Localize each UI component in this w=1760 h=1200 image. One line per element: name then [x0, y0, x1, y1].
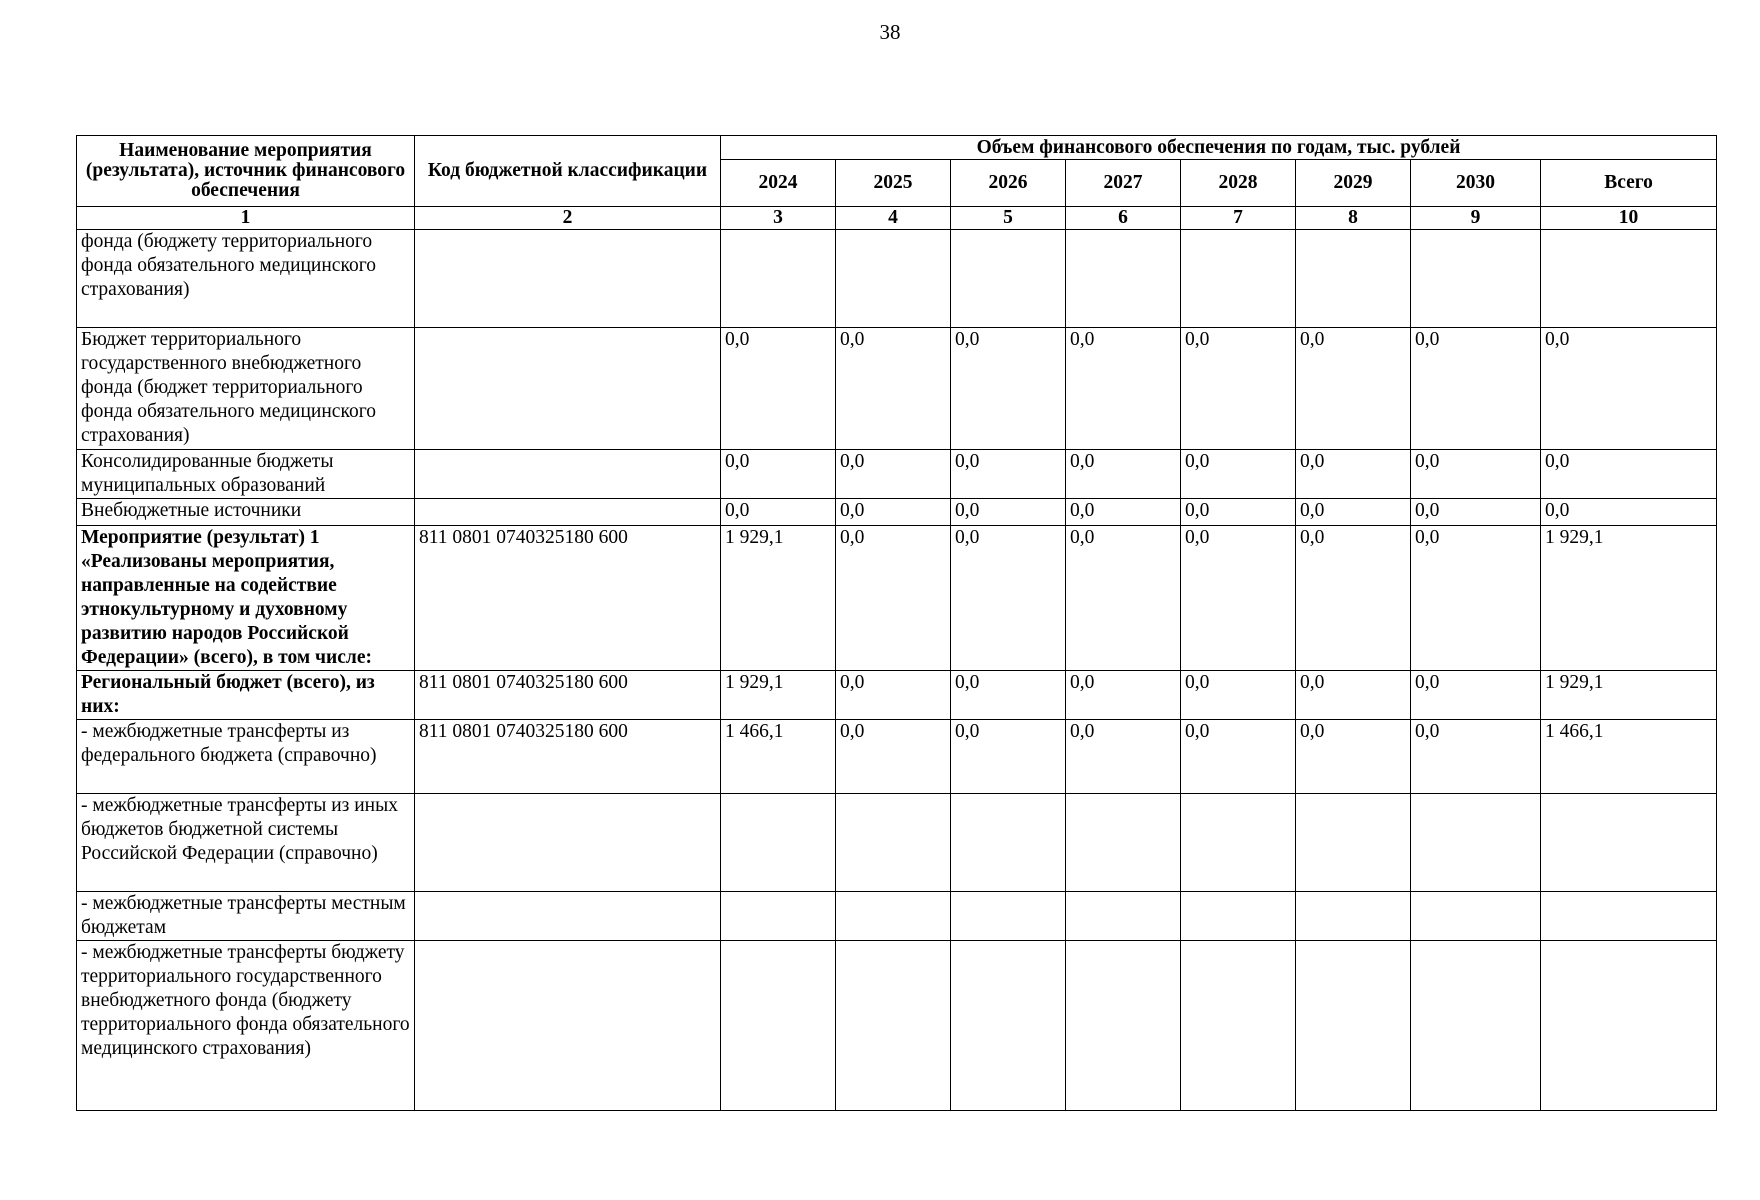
- row-value: 0,0: [951, 328, 1066, 450]
- row-value: 0,0: [1181, 671, 1296, 720]
- row-value: 0,0: [1296, 720, 1411, 794]
- row-value: 0,0: [721, 499, 836, 526]
- row-name: Консолидированные бюджеты муниципальных образований: [77, 450, 415, 499]
- row-value: [1066, 230, 1181, 328]
- row-total: 0,0: [1541, 450, 1717, 499]
- row-value: [1181, 892, 1296, 941]
- row-value: 0,0: [951, 526, 1066, 671]
- table-row: [77, 794, 1717, 892]
- row-value: 0,0: [1181, 328, 1296, 450]
- row-value: 1 929,1: [721, 526, 836, 671]
- row-value: [1181, 230, 1296, 328]
- row-value: [1296, 941, 1411, 1111]
- column-number-row: [77, 207, 1717, 230]
- header-year: 2030: [1411, 160, 1541, 207]
- row-value: 1 929,1: [721, 671, 836, 720]
- row-value: [1066, 941, 1181, 1111]
- page-number: 38: [879, 20, 901, 44]
- row-total: [1541, 892, 1717, 941]
- table-row: [77, 892, 1717, 941]
- row-value: 0,0: [1181, 526, 1296, 671]
- row-code: 811 0801 0740325180 600: [415, 671, 721, 720]
- row-value: [1411, 892, 1541, 941]
- row-value: 0,0: [951, 720, 1066, 794]
- header-year: 2028: [1181, 160, 1296, 207]
- row-value: 0,0: [836, 526, 951, 671]
- row-code: 811 0801 0740325180 600: [415, 720, 721, 794]
- row-value: [1296, 892, 1411, 941]
- header-year: 2029: [1296, 160, 1411, 207]
- table-row: [77, 671, 1717, 720]
- row-value: 0,0: [1296, 499, 1411, 526]
- row-value: [951, 941, 1066, 1111]
- row-name: Бюджет территориального государственного внебюджетного фонда (бюджет территориального фонда обязательного медицинского страхования): [77, 328, 415, 450]
- row-value: [1296, 230, 1411, 328]
- table-row: [77, 720, 1717, 794]
- row-value: 0,0: [836, 328, 951, 450]
- row-value: 0,0: [1181, 720, 1296, 794]
- column-number: 8: [1296, 207, 1411, 230]
- row-total: 1 929,1: [1541, 671, 1717, 720]
- row-value: [1181, 941, 1296, 1111]
- row-value: 0,0: [721, 328, 836, 450]
- table-row: [77, 526, 1717, 671]
- row-name: фонда (бюджету территориального фонда обязательного медицинского страхования): [77, 230, 415, 328]
- row-value: [951, 230, 1066, 328]
- row-value: 0,0: [1066, 499, 1181, 526]
- header-volume: Объем финансового обеспечения по годам, тыс. рублей: [721, 136, 1717, 160]
- row-value: 0,0: [1066, 671, 1181, 720]
- header-year: 2026: [951, 160, 1066, 207]
- row-value: 0,0: [721, 450, 836, 499]
- column-number: 2: [415, 207, 721, 230]
- row-total: [1541, 230, 1717, 328]
- row-value: 0,0: [1181, 499, 1296, 526]
- row-value: 1 466,1: [721, 720, 836, 794]
- row-value: [1411, 794, 1541, 892]
- row-total: [1541, 941, 1717, 1111]
- row-code: [415, 328, 721, 450]
- row-code: [415, 230, 721, 328]
- row-value: 0,0: [1296, 671, 1411, 720]
- row-total: 1 466,1: [1541, 720, 1717, 794]
- row-value: 0,0: [1296, 450, 1411, 499]
- row-value: [1181, 794, 1296, 892]
- row-value: [836, 794, 951, 892]
- row-name: Мероприятие (результат) 1 «Реализованы мероприятия, направленные на содействие этнокультурному и духовному развитию народов Российской Федерации» (всего), в том числе:: [77, 526, 415, 671]
- table-row: [77, 941, 1717, 1111]
- header-year: 2024: [721, 160, 836, 207]
- row-value: 0,0: [1411, 720, 1541, 794]
- row-code: 811 0801 0740325180 600: [415, 526, 721, 671]
- row-value: 0,0: [836, 450, 951, 499]
- row-value: 0,0: [836, 720, 951, 794]
- row-value: [836, 941, 951, 1111]
- row-value: [836, 230, 951, 328]
- row-value: 0,0: [836, 671, 951, 720]
- row-value: 0,0: [836, 499, 951, 526]
- row-value: 0,0: [1411, 499, 1541, 526]
- row-value: [1411, 230, 1541, 328]
- row-value: 0,0: [1066, 720, 1181, 794]
- row-code: [415, 892, 721, 941]
- table-row: [77, 230, 1717, 328]
- row-code: [415, 499, 721, 526]
- column-number: 5: [951, 207, 1066, 230]
- table-row: [77, 328, 1717, 450]
- column-number: 6: [1066, 207, 1181, 230]
- row-value: [1066, 892, 1181, 941]
- header-total: Всего: [1541, 160, 1717, 207]
- row-value: [951, 794, 1066, 892]
- row-value: 0,0: [1181, 450, 1296, 499]
- row-value: [721, 941, 836, 1111]
- row-value: 0,0: [1066, 328, 1181, 450]
- row-value: 0,0: [1411, 526, 1541, 671]
- row-value: [836, 892, 951, 941]
- row-name: - межбюджетные трансферты бюджету территориального государственного внебюджетного фонда (бюджету территориального фонда обязательного медицинского страхования): [77, 941, 415, 1111]
- table-row: [77, 499, 1717, 526]
- row-value: [1066, 794, 1181, 892]
- header-year: 2027: [1066, 160, 1181, 207]
- row-value: 0,0: [1296, 526, 1411, 671]
- row-value: 0,0: [1411, 450, 1541, 499]
- row-value: [721, 892, 836, 941]
- row-name: Внебюджетные источники: [77, 499, 415, 526]
- row-value: [951, 892, 1066, 941]
- row-value: 0,0: [1066, 450, 1181, 499]
- row-name: - межбюджетные трансферты из федерального бюджета (справочно): [77, 720, 415, 794]
- row-value: 0,0: [1296, 328, 1411, 450]
- row-total: 0,0: [1541, 499, 1717, 526]
- row-total: 1 929,1: [1541, 526, 1717, 671]
- column-number: 3: [721, 207, 836, 230]
- row-value: 0,0: [1411, 328, 1541, 450]
- row-code: [415, 794, 721, 892]
- row-total: [1541, 794, 1717, 892]
- column-number: 9: [1411, 207, 1541, 230]
- column-number: 7: [1181, 207, 1296, 230]
- row-code: [415, 450, 721, 499]
- table-row: [77, 450, 1717, 499]
- row-value: [1411, 941, 1541, 1111]
- row-value: 0,0: [1411, 671, 1541, 720]
- row-value: 0,0: [951, 499, 1066, 526]
- row-name: - межбюджетные трансферты из иных бюджетов бюджетной системы Российской Федерации (справочно): [77, 794, 415, 892]
- row-name: - межбюджетные трансферты местным бюджетам: [77, 892, 415, 941]
- row-value: 0,0: [951, 450, 1066, 499]
- row-total: 0,0: [1541, 328, 1717, 450]
- column-number: 1: [77, 207, 415, 230]
- row-value: [1296, 794, 1411, 892]
- row-code: [415, 941, 721, 1111]
- column-number: 10: [1541, 207, 1717, 230]
- column-number: 4: [836, 207, 951, 230]
- row-value: [721, 230, 836, 328]
- header-name: Наименование мероприятия (результата), источник финансового обеспечения: [77, 136, 415, 207]
- financing-table: [76, 135, 1717, 1111]
- row-value: 0,0: [951, 671, 1066, 720]
- row-name: Региональный бюджет (всего), из них:: [77, 671, 415, 720]
- row-value: 0,0: [1066, 526, 1181, 671]
- header-code: Код бюджетной классификации: [415, 136, 721, 207]
- header-year: 2025: [836, 160, 951, 207]
- row-value: [721, 794, 836, 892]
